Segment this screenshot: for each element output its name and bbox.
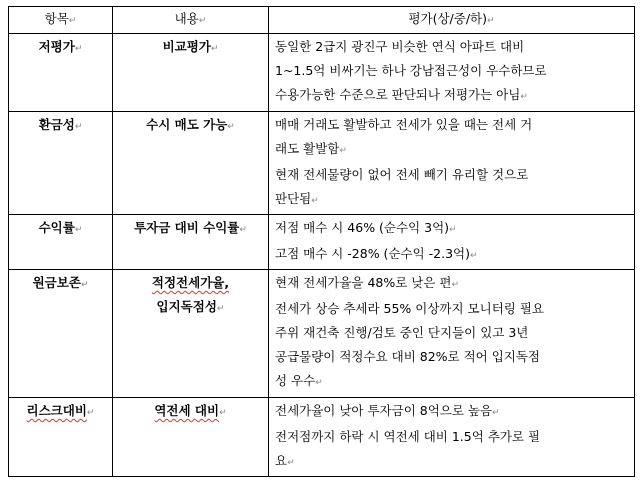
row-content-text: 투자금 대비 수익률 — [134, 220, 240, 235]
eval-line: 전저점까지 하락 시 역전세 대비 1.5억 추가로 필 — [275, 429, 541, 444]
header-evaluation-label: 평가(상/중/하) — [408, 11, 487, 26]
row-item-text: 저평가 — [38, 39, 75, 54]
paragraph-mark-icon: ↵ — [492, 408, 500, 418]
table-row — [9, 215, 635, 270]
table-row — [9, 34, 635, 112]
header-row — [9, 7, 635, 34]
eval-line: 전세가 상승 추세라 55% 이상까지 모니터링 필요 — [275, 301, 544, 316]
paragraph-mark-icon: ↵ — [80, 280, 89, 290]
eval-line: 공급물량이 적정수요 대비 82%로 적어 입지독점 — [275, 349, 541, 364]
header-content-label: 내용 — [174, 11, 199, 26]
row-evaluation — [269, 112, 635, 215]
header-item-label: 항목 — [44, 11, 69, 26]
row-evaluation — [269, 270, 635, 398]
row-content-text: 수시 매도 가능 — [146, 117, 228, 132]
eval-line: 전세가율이 낮아 투자금이 8억으로 높음↵ — [275, 403, 500, 418]
table-header — [9, 7, 635, 34]
paragraph-mark-icon: ↵ — [487, 16, 495, 26]
eval-line: 고점 매수 시 -28% (순수익 -2.3억)↵ — [275, 246, 478, 261]
table-row — [9, 270, 635, 398]
eval-line: 요↵ — [275, 453, 295, 468]
paragraph-mark-icon: ↵ — [449, 225, 457, 235]
paragraph-mark-icon: ↵ — [68, 16, 77, 26]
paragraph-mark-icon: ↵ — [74, 44, 83, 54]
row-item-text: 원금보존 — [32, 275, 81, 290]
paragraph-mark-icon: ↵ — [198, 16, 207, 26]
eval-line: 현재 전세물량이 없어 전세 빼기 유리할 것으로 — [275, 167, 529, 182]
paragraph-mark-icon: ↵ — [227, 122, 235, 132]
header-item — [9, 7, 113, 34]
paragraph-mark-icon: ↵ — [469, 251, 478, 261]
row-item — [9, 215, 113, 270]
eval-line: 현재 전세가율을 48%로 낮은 편↵ — [275, 275, 460, 290]
paragraph-mark-icon: ↵ — [339, 146, 347, 156]
evaluation-table — [8, 6, 635, 477]
table-row — [9, 398, 635, 477]
row-content — [113, 398, 269, 477]
paragraph-mark-icon: ↵ — [311, 196, 319, 206]
row-item-text: 환금성 — [38, 117, 75, 132]
eval-line: 래도 활발함↵ — [275, 141, 347, 156]
paragraph-mark-icon: ↵ — [219, 408, 227, 418]
row-content-text: 입지독점성↵ — [156, 299, 225, 314]
row-content-text: 역전세 대비 — [154, 403, 220, 418]
paragraph-mark-icon: ↵ — [520, 92, 528, 102]
row-content — [113, 215, 269, 270]
paragraph-mark-icon: ↵ — [287, 458, 295, 468]
row-item-text: 수익률 — [38, 220, 75, 235]
eval-line: 1~1.5억 비싸기는 하나 강남접근성이 우수하므로 — [275, 63, 547, 78]
eval-line: 매매 거래도 활발하고 전세가 있을 때는 전세 거 — [275, 117, 533, 132]
eval-line: 수용가능한 수준으로 판단되나 저평가는 아님↵ — [275, 87, 528, 102]
row-item — [9, 112, 113, 215]
row-item — [9, 270, 113, 398]
eval-line: 주위 재건축 진행/검토 중인 단지들이 있고 3년 — [275, 325, 529, 340]
header-evaluation — [269, 7, 635, 34]
paragraph-mark-icon: ↵ — [86, 408, 95, 418]
row-evaluation — [269, 215, 635, 270]
paragraph-mark-icon: ↵ — [315, 378, 323, 388]
row-evaluation — [269, 34, 635, 112]
paragraph-mark-icon: ↵ — [239, 225, 247, 235]
row-content — [113, 270, 269, 398]
paragraph-mark-icon: ↵ — [216, 304, 225, 314]
row-item-text: 리스크대비 — [26, 403, 87, 418]
row-evaluation — [269, 398, 635, 477]
row-content — [113, 34, 269, 112]
eval-line: 판단됨↵ — [275, 191, 319, 206]
eval-line: 성 우수↵ — [275, 373, 323, 388]
row-content-text: 적정전세가율, — [151, 275, 230, 290]
paragraph-mark-icon: ↵ — [451, 280, 460, 290]
paragraph-mark-icon: ↵ — [210, 44, 219, 54]
table-row — [9, 112, 635, 215]
paragraph-mark-icon: ↵ — [74, 225, 83, 235]
row-item — [9, 34, 113, 112]
row-content-text: 비교평가 — [162, 39, 211, 54]
paragraph-mark-icon: ↵ — [74, 122, 83, 132]
eval-line: 저점 매수 시 46% (순수익 3억)↵ — [275, 220, 457, 235]
header-content — [113, 7, 269, 34]
row-item — [9, 398, 113, 477]
eval-line: 동일한 2급지 광진구 비슷한 연식 아파트 대비 — [275, 39, 525, 54]
row-content — [113, 112, 269, 215]
